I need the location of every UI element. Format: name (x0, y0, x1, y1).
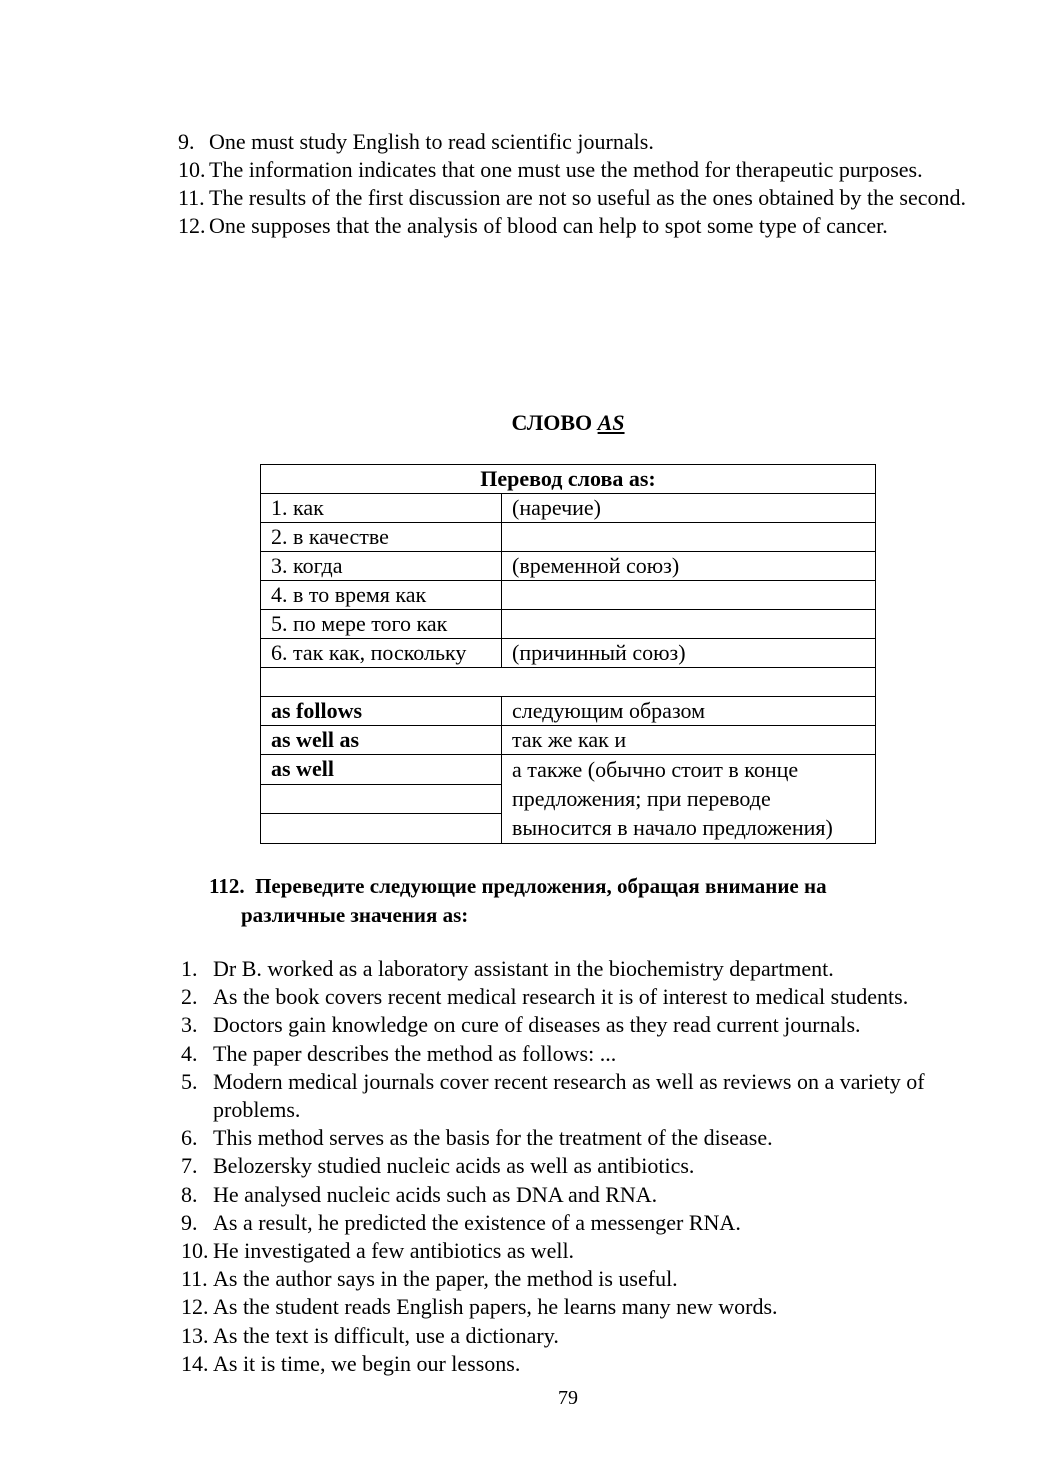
table-cell-phrase: as follows (261, 697, 502, 726)
exercise-instruction-line2: различные значения as: (241, 903, 469, 927)
section-title-prefix: СЛОВО (511, 410, 598, 435)
table-empty-cell (261, 814, 502, 844)
table-cell-term: 3. когда (261, 552, 502, 581)
list-item (181, 1181, 991, 1209)
numbered-list-top (178, 128, 988, 240)
table-cell-note: (наречие) (502, 494, 876, 523)
list-item (181, 1152, 991, 1180)
item-number: 11. (181, 1266, 208, 1292)
exercise-heading (209, 872, 987, 930)
list-item (181, 983, 991, 1011)
table-cell-term: 4. в то время как (261, 581, 502, 610)
table-cell-note (502, 523, 876, 552)
table-row (261, 494, 876, 523)
table-cell-term: 2. в качестве (261, 523, 502, 552)
item-text: Dr B. worked as a laboratory assistant in the biochemistry department. (213, 956, 834, 981)
list-item (181, 955, 991, 983)
table-cell-meaning: следующим образом (502, 697, 876, 726)
table-row (261, 726, 876, 755)
item-text: He analysed nucleic acids such as DNA and RNA. (213, 1181, 658, 1207)
exercise-heading-line1 (209, 872, 987, 901)
item-number: 9. (181, 1209, 198, 1235)
table-row (261, 552, 876, 581)
item-text: As the text is difficult, use a dictionary. (213, 1322, 559, 1348)
item-text: As the book covers recent medical research it is of interest to medical students. (213, 984, 909, 1010)
section-title-word: AS (597, 410, 625, 435)
table-cell-note: (временной союз) (502, 552, 876, 581)
list-item (181, 1011, 991, 1039)
table-cell-term: 1. как (261, 494, 502, 523)
list-item (181, 1068, 991, 1124)
table-empty-cell (261, 784, 502, 814)
translation-table (260, 464, 876, 844)
item-text: One must study English to read scientific journals. (209, 129, 654, 154)
table-row (261, 755, 876, 785)
item-number: 11. (178, 185, 205, 210)
item-number: 12. (181, 1294, 209, 1320)
list-item (181, 1293, 991, 1321)
item-number: 9. (178, 129, 195, 154)
table-cell-term: 5. по мере того как (261, 610, 502, 639)
table-cell-note: (причинный союз) (502, 639, 876, 668)
table-row (261, 610, 876, 639)
item-number: 7. (181, 1153, 198, 1179)
list-item (181, 1322, 991, 1350)
item-text: Belozersky studied nucleic acids as well as antibiotics. (213, 1153, 695, 1179)
list-item (178, 156, 988, 184)
item-number: 13. (181, 1322, 209, 1348)
item-text: One supposes that the analysis of blood can help to spot some type of cancer. (209, 213, 888, 238)
table-row (261, 639, 876, 668)
item-number: 3. (181, 1012, 198, 1038)
item-number: 12. (178, 213, 206, 238)
table-cell-note (502, 610, 876, 639)
table-row (261, 581, 876, 610)
table-cell-note (502, 581, 876, 610)
table-cell-phrase: as well as (261, 726, 502, 755)
item-text: He investigated a few antibiotics as well. (213, 1238, 575, 1264)
exercise-number: 112. (209, 874, 245, 898)
list-item (181, 1209, 991, 1237)
list-item (178, 212, 988, 240)
page-number: 79 (558, 1387, 578, 1409)
list-item (181, 1265, 991, 1293)
item-number: 8. (181, 1181, 198, 1207)
item-number: 1. (181, 956, 198, 981)
item-text: As the student reads English papers, he learns many new words. (213, 1294, 778, 1320)
item-number: 14. (181, 1350, 209, 1376)
list-item (178, 128, 988, 156)
item-text: The results of the first discussion are not so useful as the ones obtained by the second. (209, 185, 967, 210)
list-item (181, 1350, 991, 1378)
item-text: Modern medical journals cover recent research as well as reviews on a variety of problems. (213, 1068, 925, 1123)
table-row (261, 697, 876, 726)
table-cell-meaning: так же как и (502, 726, 876, 755)
item-number: 6. (181, 1125, 198, 1151)
table-cell-phrase: as well (261, 755, 502, 785)
list-item (181, 1124, 991, 1152)
item-text: This method serves as the basis for the treatment of the disease. (213, 1125, 773, 1151)
item-number: 4. (181, 1040, 198, 1066)
numbered-list-sentences (181, 955, 991, 1378)
item-text: As the author says in the paper, the method is useful. (213, 1266, 678, 1292)
list-item (181, 1040, 991, 1068)
table-header-row (261, 465, 876, 494)
exercise-instruction-line1: Переведите следующие предложения, обращая внимание на (255, 874, 827, 898)
item-text: As a result, he predicted the existence of a messenger RNA. (213, 1209, 741, 1235)
table-row (261, 523, 876, 552)
item-text: As it is time, we begin our lessons. (213, 1350, 521, 1376)
item-number: 5. (181, 1068, 198, 1094)
table-cell-term: 6. так как, поскольку (261, 639, 502, 668)
item-number: 2. (181, 984, 198, 1010)
item-text: The paper describes the method as follows: ... (213, 1040, 617, 1066)
table-spacer-row (261, 668, 876, 697)
item-text: Doctors gain knowledge on cure of diseases as they read current journals. (213, 1012, 861, 1038)
item-text: The information indicates that one must use the method for therapeutic purposes. (209, 157, 923, 182)
item-number: 10. (181, 1238, 209, 1264)
section-title (0, 409, 1040, 437)
list-item (178, 184, 988, 212)
table-cell-meaning: а также (обычно стоит в конце предложения; при переводе выносится в начало предложения) (502, 755, 876, 844)
table-header: Перевод слова as: (261, 465, 876, 494)
item-number: 10. (178, 157, 206, 182)
list-item (181, 1237, 991, 1265)
table-empty-cell (261, 668, 876, 697)
